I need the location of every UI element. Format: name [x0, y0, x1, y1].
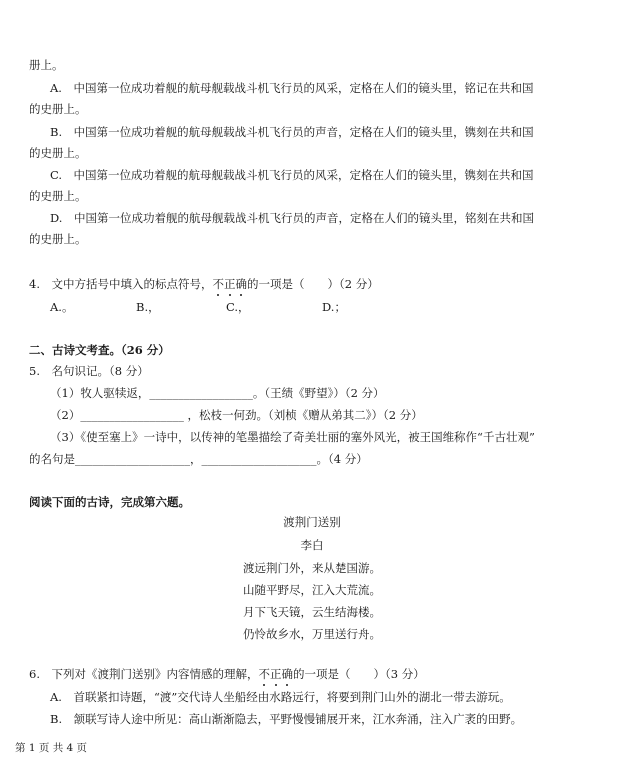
- poem-line-1: 渡远荆门外，来从楚国游。: [243, 561, 381, 575]
- poem-title: 渡荆门送别: [283, 515, 341, 529]
- q3-option-c-line2: 的史册上。: [29, 189, 87, 203]
- q3-option-c-line1: C. 中国第一位成功着舰的航母舰载战斗机飞行员的风采，定格在人们的镜头里，镌刻在共和国: [50, 168, 534, 182]
- emphasis-dot-char: 不: [258, 667, 270, 681]
- poem-line-4: 仍怜故乡水，万里送行舟。: [243, 627, 381, 641]
- q4-option-d: D.；: [322, 300, 346, 314]
- q3-option-d-line1: D. 中国第一位成功着舰的航母舰载战斗机飞行员的声音，定格在人们的镜头里，铭刻在共和国: [50, 211, 534, 225]
- q3-option-b-line1: B. 中国第一位成功着舰的航母舰载战斗机飞行员的声音，定格在人们的镜头里，镌刻在共和国: [50, 125, 534, 139]
- poem-line-3: 月下飞天镜，云生结海楼。: [243, 605, 381, 619]
- q3-option-a-line1: A. 中国第一位成功着舰的航母舰载战斗机飞行员的风采，定格在人们的镜头里，铭记在共和国: [50, 81, 534, 95]
- q4-option-b: B.，: [136, 300, 160, 314]
- emphasis-dot-char: 确: [235, 277, 247, 291]
- q5-title: 5. 名句识记。（8 分）: [29, 364, 149, 378]
- emphasis-dot-char: 不: [212, 277, 224, 291]
- intro-tail: 册上。: [29, 58, 64, 72]
- poem-line-2: 山随平野尽，江入大荒流。: [243, 583, 381, 597]
- q3-option-d-line2: 的史册上。: [29, 232, 87, 246]
- q3-option-b-line2: 的史册上。: [29, 146, 87, 160]
- emphasis-dot-char: 正: [223, 277, 236, 291]
- q6-question: 6. 下列对《渡荆门送别》内容情感的理解，不正确的一项是（ ）（3 分）: [29, 667, 425, 681]
- section2-title: 二、古诗文考查。（26 分）: [29, 343, 170, 357]
- emphasis-dot-char: 正: [269, 667, 282, 681]
- emphasis-dot-char: 确: [281, 667, 293, 681]
- page-footer: 第 1 页 共 4 页: [15, 742, 88, 754]
- q6-option-a: A. 首联紧扣诗题，“渡”交代诗人坐船经由水路远行，将要到荆门山外的湖北一带去游玩。: [50, 690, 511, 704]
- q6-option-b: B. 颔联写诗人途中所见：高山渐渐隐去，平野慢慢铺展开来，江水奔涌，注入广袤的田野。: [50, 712, 523, 726]
- reading-title: 阅读下面的古诗，完成第六题。: [29, 495, 190, 509]
- q5-line3: （3）《使至塞上》一诗中，以传神的笔墨描绘了奇美壮丽的塞外风光，被王国维称作“千古壮观”: [50, 430, 535, 444]
- q4-question: 4. 文中方括号中填入的标点符号，不正确的一项是（ ）（2 分）: [29, 277, 379, 291]
- q5-line4: 的名句是____________________，____________________。（4 分）: [29, 452, 368, 466]
- q4-option-a: A.。: [50, 300, 74, 314]
- q3-option-a-line2: 的史册上。: [29, 102, 87, 116]
- poem-author: 李白: [300, 538, 324, 552]
- q5-line1: （1）牧人驱犊返，__________________。（王绩《野望》）（2 分）: [50, 386, 385, 400]
- q4-option-c: C.，: [226, 300, 250, 314]
- q5-line2: （2）__________________ ，松枝一何劲。（刘桢《赠从弟其二》）（2 分）: [50, 408, 423, 422]
